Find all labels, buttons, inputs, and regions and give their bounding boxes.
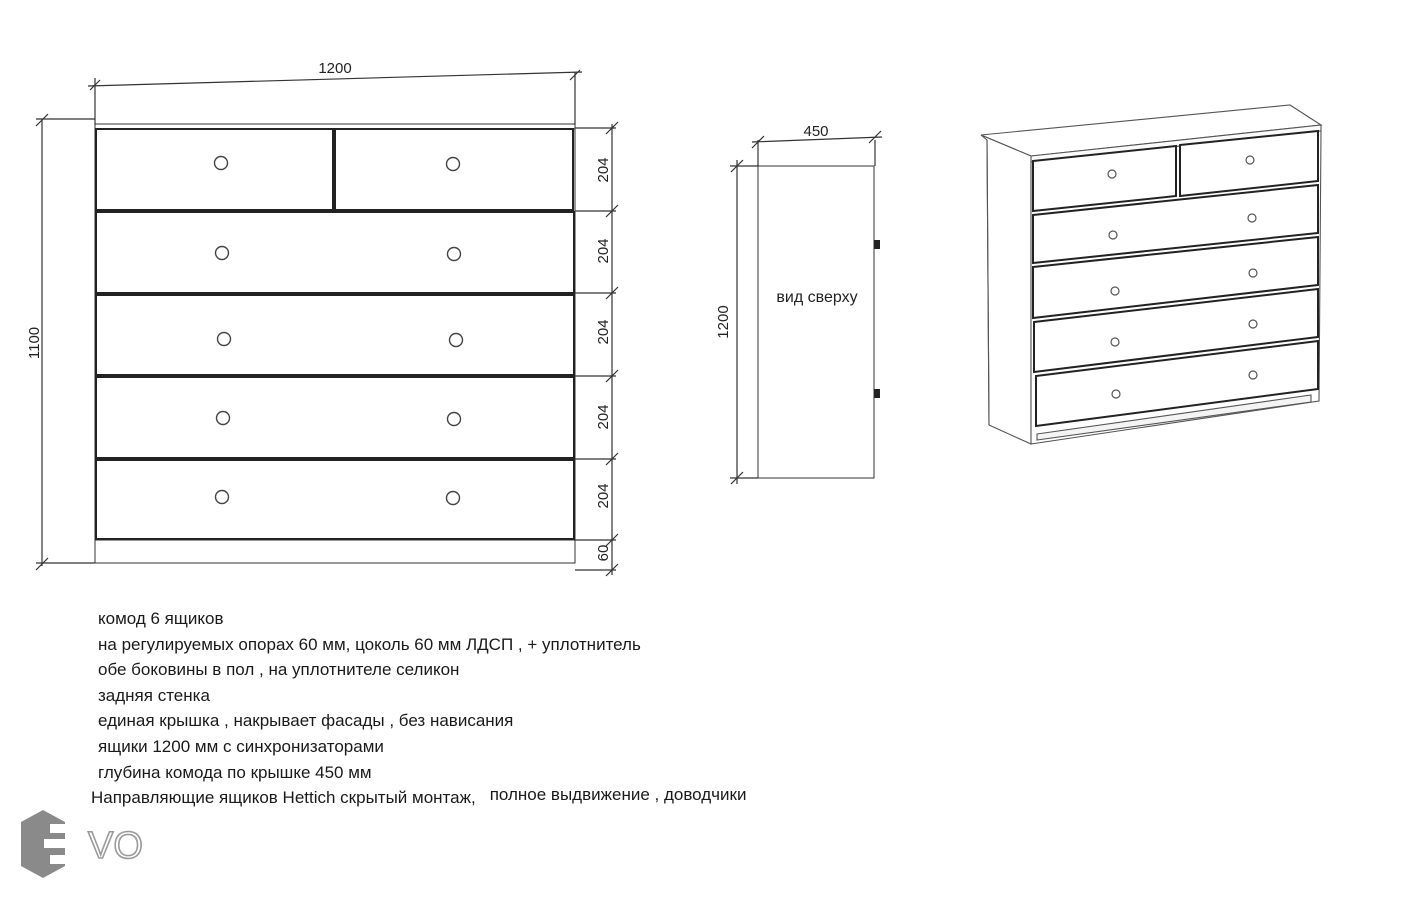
knob-icon [216,247,229,260]
drawer-front [96,295,574,375]
knob-icon [1111,338,1119,346]
spec-notes [91,606,747,811]
height-dimension-label: 1100 [26,326,43,360]
note-line: обе боковины в пол , на уплотнителе селикон [98,660,460,680]
knob-icon [1246,156,1254,164]
drawer-height-label: 204 [595,483,612,509]
knob-icon [217,412,230,425]
knob-icon [447,492,460,505]
perspective-drawers [1033,131,1318,426]
knob-icon [1109,231,1117,239]
drawer-height-label: 204 [595,238,612,264]
brand-logo [20,808,160,880]
note-line: на регулируемых опорах 60 мм, цоколь 60 мм ЛДСП , + уплотнитель [98,634,641,654]
note-line: комод 6 ящиков [98,609,224,628]
knob-icon [215,157,228,170]
drawer-front [96,212,574,293]
top-view-labels [715,123,858,339]
knob-icon [448,413,461,426]
drawer-front [96,377,574,458]
drawer-height-label: 204 [595,319,612,345]
handle-marker-icon [874,240,880,249]
knob-icon [448,248,461,261]
plinth-height-label: 60 [595,544,612,562]
knob-icon [450,334,463,347]
drawer-height-label: 204 [595,157,612,183]
knob-icon [1111,287,1119,295]
knob-icon [1249,320,1257,328]
knob-icon [447,158,460,171]
note-line: единая крышка , накрывает фасады , без нависания [98,711,514,731]
knob-icon [1248,214,1256,222]
note-line: глубина комода по крышке 450 мм [98,762,372,782]
note-line-hardware [91,785,746,811]
knob-icon [1112,390,1120,398]
hexagon-logo-icon [21,810,82,878]
knob-icon [216,491,229,504]
top-width-dimension-label: 1200 [715,305,732,339]
drawer-height-label: 204 [595,404,612,430]
note-line: задняя стенка [98,685,210,705]
top-view-caption: вид сверху [776,289,858,306]
note-hardware-part1: Направляющие ящиков Hettich скрытый монтаж, [91,788,476,808]
logo-text: VO [88,825,143,867]
drawer-front [96,129,333,210]
knob-icon [1249,269,1257,277]
top-view-handles [874,240,880,398]
note-hardware-part2: полное выдвижение , доводчики [489,785,747,805]
knob-icon [1249,371,1257,379]
handle-marker-icon [874,389,880,398]
front-drawers [96,129,574,539]
top-view [730,131,882,484]
drawer-front [96,460,574,539]
knob-icon [1108,170,1116,178]
note-line: ящики 1200 мм с синхронизаторами [98,736,384,756]
width-dimension-label: 1200 [318,60,352,77]
knob-icon [218,333,231,346]
depth-dimension-label: 450 [803,123,829,140]
